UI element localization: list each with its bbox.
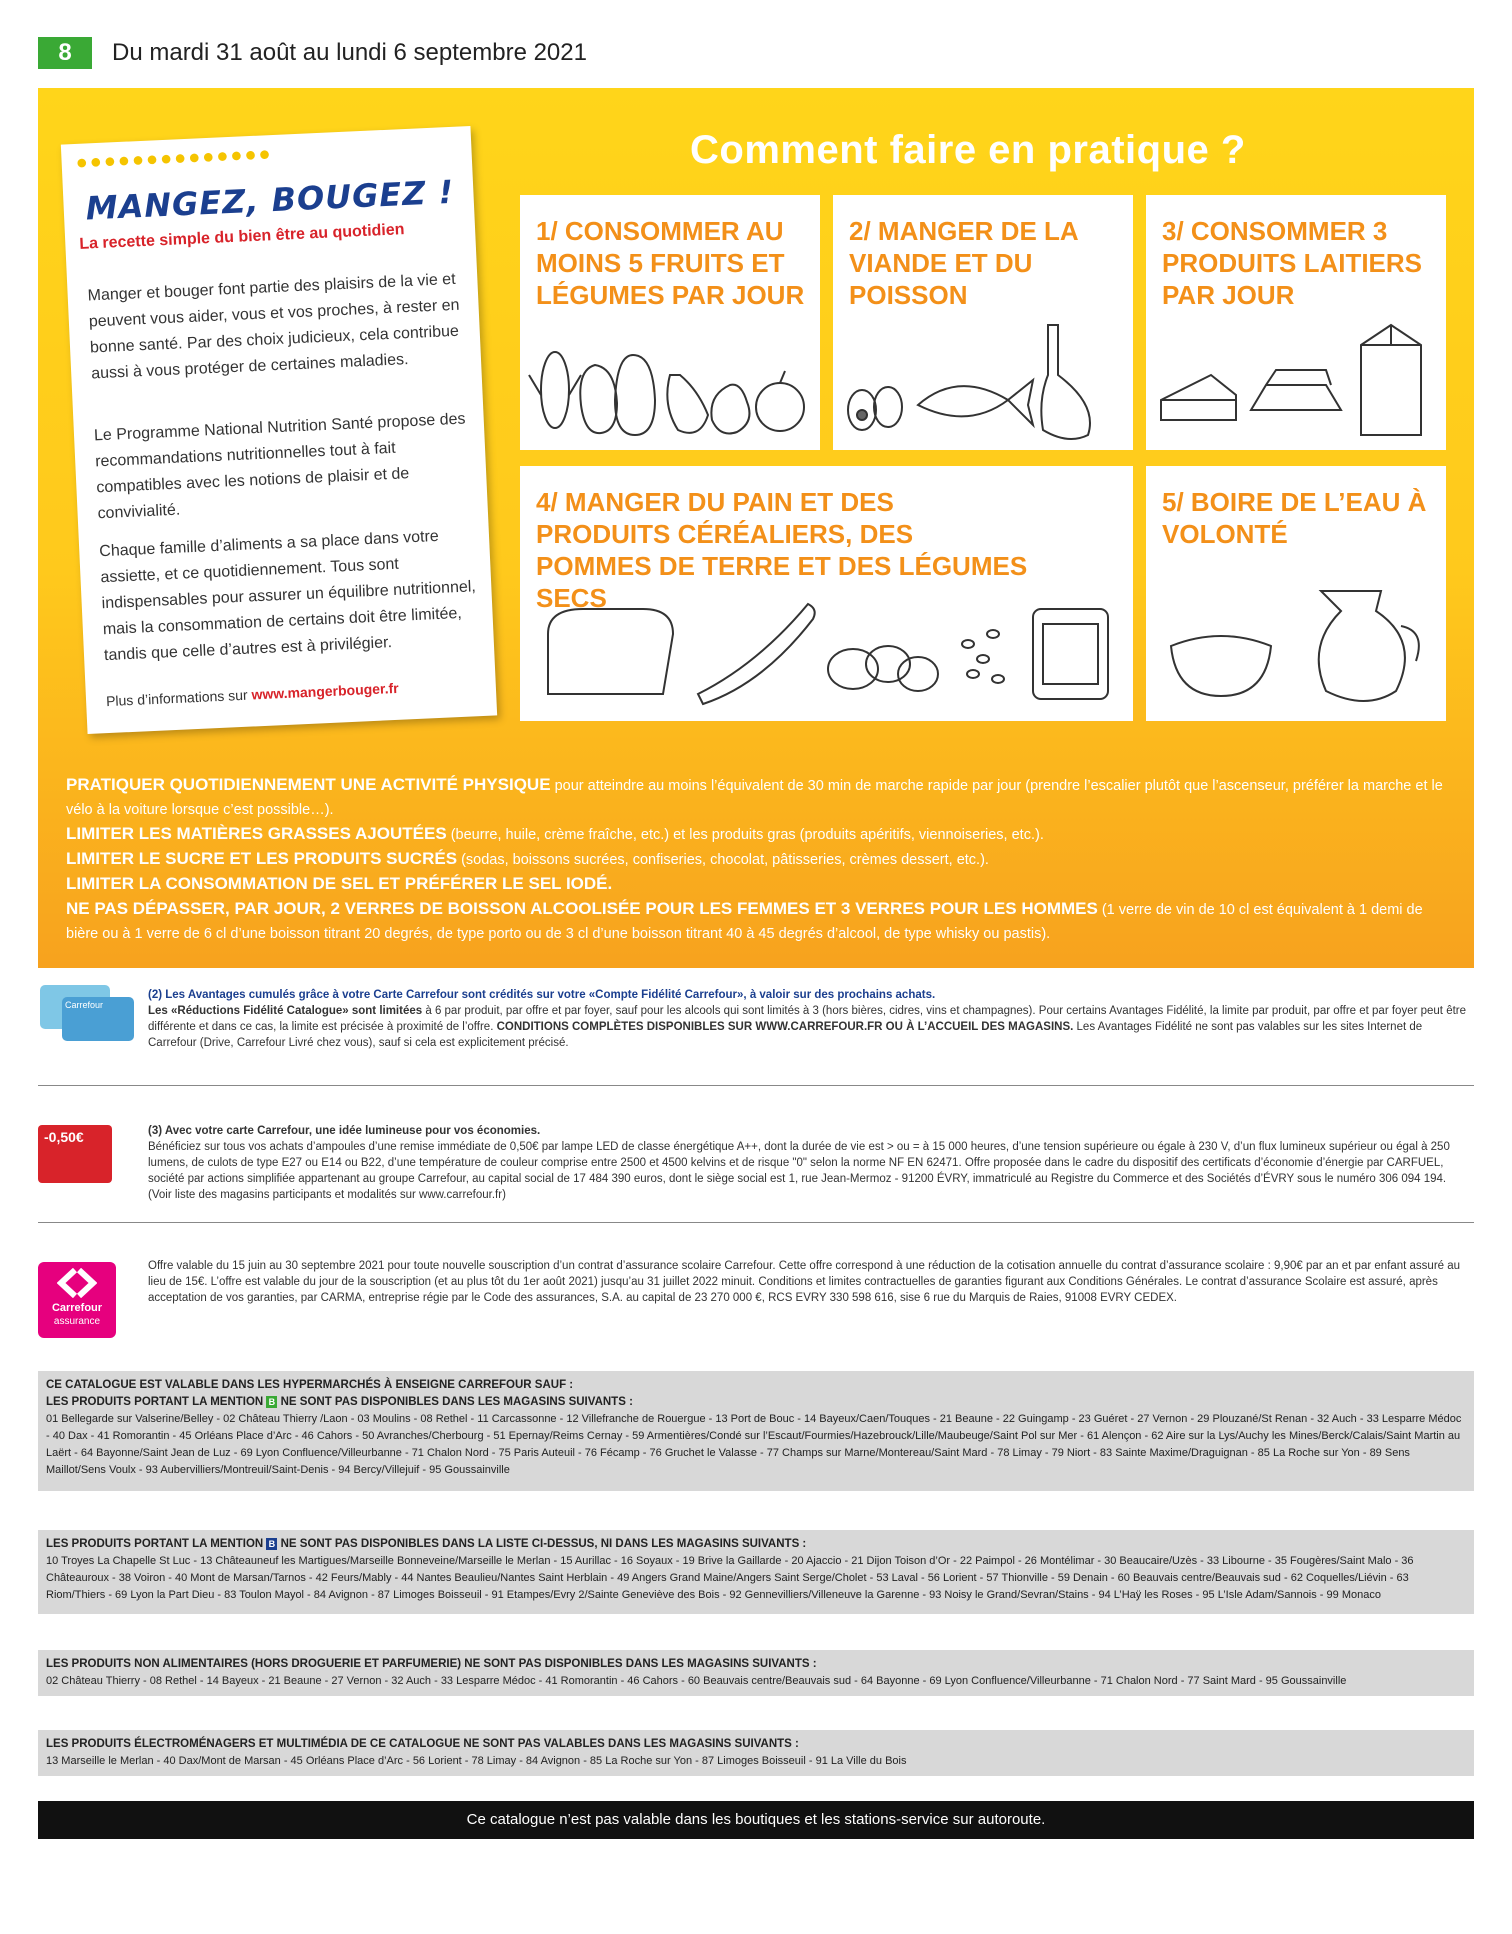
tip [66,847,1446,872]
header-text: NE SONT PAS DISPONIBLES DANS LA LISTE CI-DESSUS, NI DANS LES MAGASINS SUIVANTS : [277,1538,807,1550]
card-fruits-vegetables [520,195,820,450]
tip-text: (beurre, huile, crème fraîche, etc.) et les produits gras (produits apéritifs, viennoiseries, etc.). [446,827,1044,843]
tip-text: pour atteindre au moins l’équivalent de 30 min de marche rapide par jour (prendre l’escalier plutôt que l’ascenseur, préférer la marche et le vélo à la voiture lorsque c’est possible…). [66,778,1443,818]
note-paragraph: Manger et bouger font partie des plaisirs de la vie et peuvent vous aider, vous et vos proches, à rester en bonne santé. Par des choix judicieux, cela contribue aussi à vous protéger de certaines maladies. [87,270,460,383]
store-list: 10 Troyes La Chapelle St Luc - 13 Châteauneuf les Martigues/Marseille Bonneveine/Marseille le Merlan - 15 Aurillac - 16 Soyaux - 19 Brive la Gaillarde - 20 Ajaccio - 21 Dijon Toison d’Or - 22 Paimpol - 26 Montélimar - 30 Beaucaire/Uzès - 33 Libourne - 35 Fougères/Saint Malo - 36 Châteauroux - 38 Voiron - 40 Mont de Marsan/Tarnos - 42 Feurs/Mably - 44 Nantes Beaulieu/Nantes Saint Herblain - 49 Angers Grand Maine/Angers Saint Serge/Cholet - 53 Laval - 56 Lorient - 57 Thionville - 59 Denain - 60 Beauvais centre/Beauvais sud - 62 Coquelles/Liévin - 63 Riom/Thiers - 69 Lyon la Part Dieu - 83 Toulon Mayol - 84 Avignon - 87 Limoges Boisseuil - 91 Etampes/Evry 2/Sainte Geneviève des Bois - 92 Gennevilliers/Villeneuve la Garenne - 93 Noisy le Grand/Sevran/Stains - 94 L’Haÿ les Roses - 95 L’Isle Adam/Sannois - 99 Monaco [46,1555,1414,1601]
card-brand: Carrefour [62,997,134,1041]
bread-potatoes-legumes-icon [528,594,1128,714]
note-subtitle: La recette simple du bien être au quotidien [78,221,405,253]
card-meat-fish [833,195,1133,450]
tip-heading: LIMITER LES MATIÈRES GRASSES AJOUTÉES [66,824,447,843]
list-header [46,1536,1466,1553]
store-list: 13 Marseille le Merlan - 40 Dax/Mont de Marsan - 45 Orléans Place d’Arc - 56 Lorient - 78 Limay - 84 Avignon - 85 La Roche sur Yon - 87 Limoges Boisseuil - 91 La Ville du Bois [46,1755,907,1767]
card-title: 5/ BOIRE DE L’EAU À VOLONTÉ [1162,487,1427,549]
header-text: LES PRODUITS PORTANT LA MENTION [46,1396,267,1408]
badge-value: -0,50€ [44,1129,84,1145]
bowl-jug-icon [1151,566,1441,716]
binder-holes: ●●●●●●●●●●●●●● [75,143,274,174]
led-title: (3) Avec votre carte Carrefour, une idée lumineuse pour vos économies. [148,1125,541,1137]
fidelite-bold: CONDITIONS COMPLÈTES DISPONIBLES SUR WWW.CARREFOUR.FR OU À L’ACCUEIL DES MAGASINS. [496,1021,1074,1033]
card-water [1146,466,1446,721]
tip-heading: NE PAS DÉPASSER, PAR JOUR, 2 VERRES DE BOISSON ALCOOLISÉE POUR LES FEMMES ET 3 VERRES POUR LES HOMMES [66,899,1098,918]
card-title: 3/ CONSOMMER 3 PRODUITS LAITIERS PAR JOUR [1162,216,1423,310]
mangez-bougez-note [61,126,497,734]
tip-heading: PRATIQUER QUOTIDIENNEMENT UNE ACTIVITÉ PHYSIQUE [66,775,551,794]
divider [38,1085,1474,1086]
card-title: 4/ MANGER DU PAIN ET DES PRODUITS CÉRÉALIERS, DES POMMES DE TERRE ET DES LÉGUMES SECS [536,487,1028,613]
footer-note: Ce catalogue n’est pas valable dans les boutiques et les stations-service sur autoroute. [38,1801,1474,1839]
list-header [46,1394,1466,1411]
mention-b-icon: B [266,1538,277,1550]
header-text: NE SONT PAS DISPONIBLES DANS LES MAGASINS SUIVANTS : [277,1396,633,1408]
dairy-products-icon [1151,315,1441,445]
mangerbouger-link[interactable]: www.mangerbouger.fr [251,679,399,703]
fidelite-bold: Les «Réductions Fidélité Catalogue» sont limitées [148,1005,423,1017]
fidelite-text: Les Avantages Fidélité ne sont pas valables sur les sites Internet de Carrefour (Drive, Carrefour Livré chez vous), sauf si cela est explicitement précisé. [148,1021,1423,1049]
fidelite-text: à 6 par produit, par offre et par foyer, sauf pour les alcools qui sont limités à 3 (hors bières, cidres, vins et champagnes). Pour certains Avantages Fidélité, la limite par produit, par offre et par foyer peut être différente et dans ce cas, la limite est précisée à proximité de l’offre. [148,1005,1467,1033]
led-text: Bénéficiez sur tous vos achats d’ampoules d’une remise immédiate de 0,50€ par lampe LED de classe énergétique A++, dont la durée de vie est > ou = à 15 000 heures, d’une tension supérieure ou égale à 230 V, d’un flux lumineux supérieur ou égal à 250 lumens, de culots de type E27 ou E14 ou B22, d’une température de couleur comprise entre 2500 et 4500 kelvins et de risque "0" selon la norme NF EN 62471. Offre proposée dans le cadre du dispositif des certificats d’économie d’énergie par CARFUEL, société par actions simplifiée appartenant au groupe Carrefour, au capital social de 17 484 390 euros, dont le siège social est 1, rue Jean-Mermoz - 91200 ÉVRY, immatriculé au Registre du Commerce et des Sociétés d’ÉVRY sous le numéro 306 094 194. (Voir liste des magasins participants et modalités sur www.carrefour.fr) [148,1141,1450,1201]
list-header: LES PRODUITS ÉLECTROMÉNAGERS ET MULTIMÉDIA DE CE CATALOGUE NE SONT PAS VALABLES DANS LES MAGASINS SUIVANTS : [46,1738,799,1750]
store-exclusions-1 [38,1371,1474,1491]
store-list: 01 Bellegarde sur Valserine/Belley - 02 Château Thierry /Laon - 03 Moulins - 08 Rethel - 11 Carcassonne - 12 Villefranche de Rouergue - 13 Port de Bouc - 14 Bayeux/Caen/Touques - 21 Beaune - 22 Guingamp - 23 Guéret - 27 Vernon - 29 Plouzané/St Renan - 32 Auch - 33 Lesparre Médoc - 40 Dax - 41 Romorantin - 45 Orléans Place d’Arc - 46 Cahors - 50 Avranches/Cherbourg - 51 Epernay/Reims Cernay - 59 Armentières/Condé sur l’Escaut/Fourmies/Hazebrouck/Lille/Maubeuge/Saint Pol sur Mer - 61 Alençon - 62 Aire sur la Lys/Auchy les Mines/Berck/Calais/Saint Martin au Laërt - 64 Bayonne/Saint Jean de Luz - 69 Lyon Confluence/Villeurbanne - 71 Chalon Nord - 75 Paris Auteuil - 76 Fécamp - 76 Gruchet le Valasse - 77 Champs sur Marne/Montereau/Saint Mard - 78 Limay - 79 Niort - 83 Sainte Maxime/Draguignan - 85 La Roche sur Yon - 89 Sens Maillot/Sens Voulx - 93 Aubervilliers/Montreuil/Saint-Denis - 94 Bercy/Villejuif - 95 Goussainville [46,1413,1462,1476]
list-header: LES PRODUITS NON ALIMENTAIRES (HORS DROGUERIE ET PARFUMERIE) NE SONT PAS DISPONIBLES DANS LES MAGASINS SUIVANTS : [46,1658,817,1670]
tip [66,773,1446,822]
carrefour-logo-icon [57,1268,97,1298]
note-title: MANGEZ, BOUGEZ ! [84,172,455,228]
health-tips [66,773,1446,946]
carrefour-assurance-logo [38,1262,116,1338]
card-title: 1/ CONSOMMER AU MOINS 5 FRUITS ET LÉGUMES PAR JOUR [536,216,805,310]
store-exclusions-non-food [38,1650,1474,1696]
logo-line1: Carrefour [51,1302,103,1314]
store-exclusions-electronics [38,1730,1474,1776]
card-dairy [1146,195,1446,450]
led-discount-badge [38,1125,112,1183]
tip-text: (1 verre de vin de 10 cl est équivalent à 1 demi de bière ou à 1 verre de 6 cl d’une boisson titrant 20 degrés, de type porto ou de 3 cl d’une boisson titrant 40 à 45 degrés d’alcool, de type whisky ou pastis). [66,902,1423,942]
card-bread-cereals [520,466,1133,721]
card-title: 2/ MANGER DE LA VIANDE ET DU POISSON [849,216,1078,310]
logo-line2: assurance [53,1316,101,1327]
led-offer [148,1123,1468,1203]
store-exclusions-2 [38,1530,1474,1614]
assurance-offer: Offre valable du 15 juin au 30 septembre 2021 pour toute nouvelle souscription d’un contrat d’assurance scolaire Carrefour. Cette offre correspond à une réduction de la cotisation annuelle du contrat d’assurance scolaire : 9,90€ par an et par enfant assuré au lieu de 15€. L’offre est valable du jour de la souscription (et au plus tôt du 1er août 2021) jusqu’au 31 juillet 2022 minuit. Conditions et limites contractuelles de garanties figurant aux Conditions Générales. Le contrat d’assurance Scolaire est assuré, après acceptation de vos garanties, par CARMA, entreprise régie par le Code des assurances, S.A. au capital de 23 270 000 €, RCS EVRY 330 598 616, sise 6 rue du Marquis de Raies, 91008 EVRY CEDEX. [148,1260,1461,1304]
divider [38,1222,1474,1223]
tip-heading: LIMITER LA CONSOMMATION DE SEL ET PRÉFÉRER LE SEL IODÉ. [66,874,613,893]
meat-fish-icon [838,315,1128,445]
note-paragraph: Chaque famille d’aliments a sa place dans votre assiette, et ce quotidiennement. Tous sont indispensables pour assurer un équilibre nutritionnel, mais la consommation de certains doit être limitée, tandis que celle d’autres est à privilégier. [98,527,477,665]
note-paragraph: Le Programme National Nutrition Santé propose des recommandations nutritionnelles tout à fait compatibles avec les notions de plaisir et de convivialité. [93,410,466,523]
tip-text: (sodas, boissons sucrées, confiseries, chocolat, pâtisseries, crèmes dessert, etc.). [457,852,989,868]
store-list: 02 Château Thierry - 08 Rethel - 14 Bayeux - 21 Beaune - 27 Vernon - 32 Auch - 33 Lesparre Médoc - 41 Romorantin - 46 Cahors - 60 Beauvais centre/Beauvais sud - 64 Bayonne - 69 Lyon Confluence/Villeurbanne - 71 Chalon Nord - 77 Saint Mard - 95 Goussainville [46,1675,1347,1687]
more-info [106,680,399,709]
fidelite-line [148,1003,1468,1051]
fidelite-conditions [148,987,1468,1051]
date-range: Du mardi 31 août au lundi 6 septembre 2021 [112,39,587,66]
more-info-prefix: Plus d’informations sur [105,686,252,710]
mention-b-icon: B [266,1396,277,1408]
fidelite-line: (2) Les Avantages cumulés grâce à votre Carte Carrefour sont crédités sur votre «Compte Fidélité Carrefour», à valoir sur des prochains achats. [148,989,936,1001]
carrefour-card-icon [40,985,136,1043]
tip [66,897,1446,946]
page-number: 8 [38,37,92,69]
fruits-vegetables-icon [525,335,815,445]
tip-heading: LIMITER LE SUCRE ET LES PRODUITS SUCRÉS [66,849,458,868]
tip [66,872,1446,897]
banner-title: Comment faire en pratique ? [690,128,1246,172]
list-header: CE CATALOGUE EST VALABLE DANS LES HYPERMARCHÉS À ENSEIGNE CARREFOUR SAUF : [46,1379,574,1391]
tip [66,822,1446,847]
header-text: LES PRODUITS PORTANT LA MENTION [46,1538,267,1550]
